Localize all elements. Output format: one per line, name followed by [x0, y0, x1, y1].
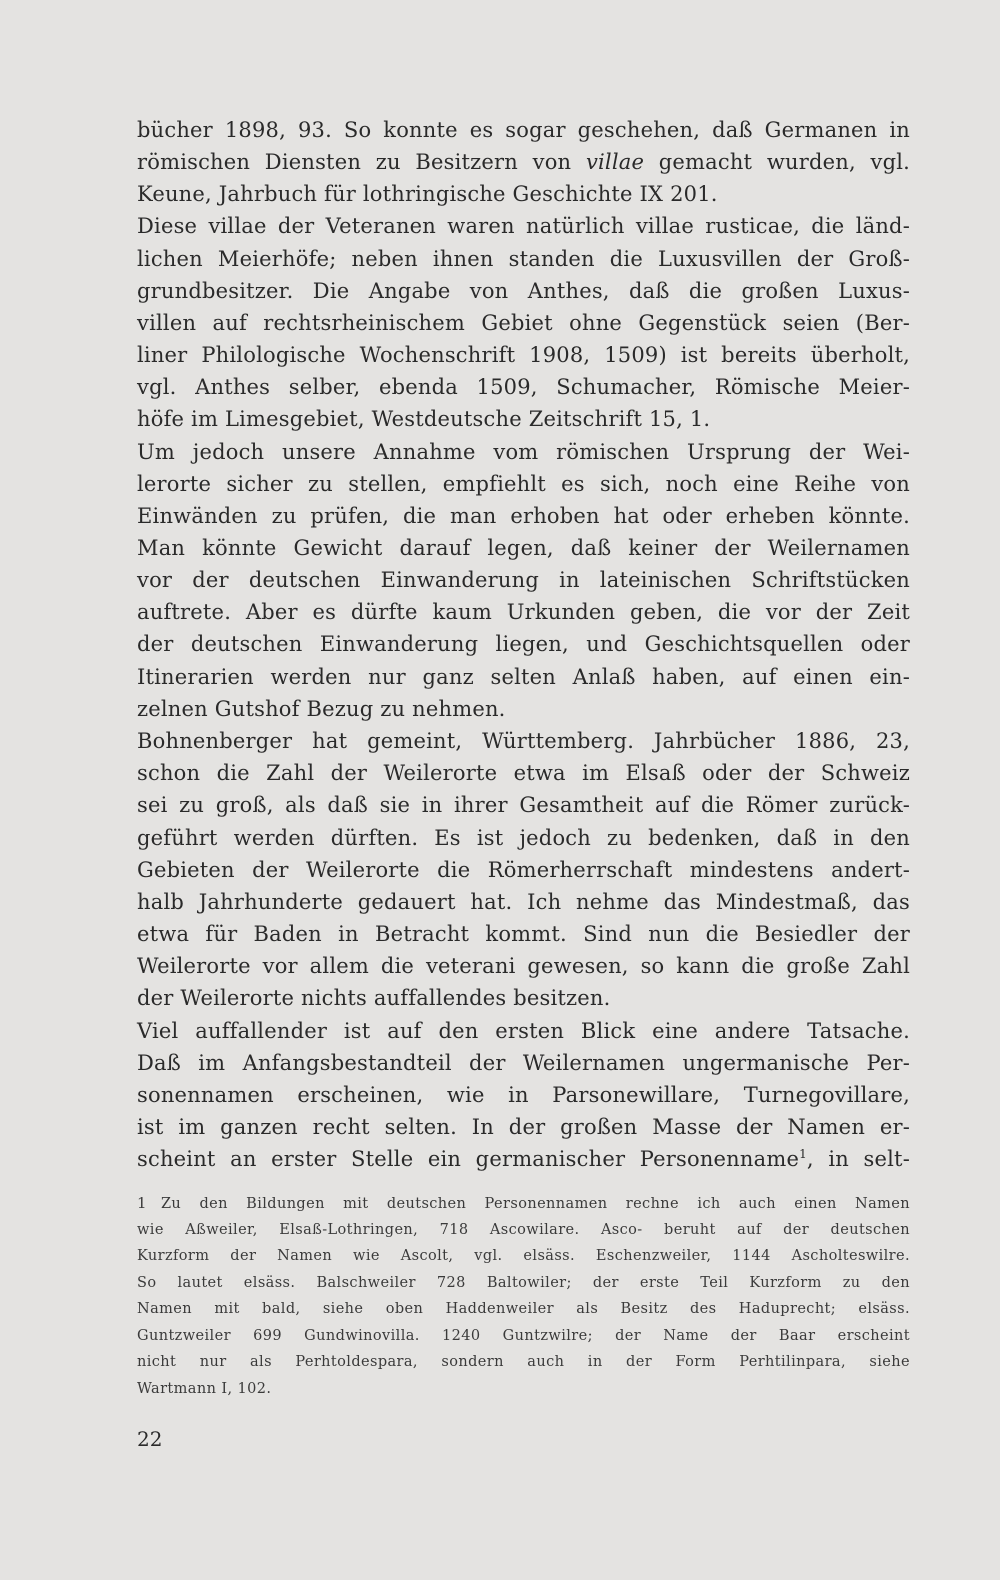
emphasis-text: villae — [585, 150, 645, 174]
body-line: Viel auffallender ist auf den ersten Blick eine andere Tatsache. — [137, 1019, 910, 1043]
body-line: Bohnenberger hat gemeint, Württemberg. Jahrbücher 1886, 23, — [137, 729, 910, 753]
body-line: etwa für Baden in Betracht kommt. Sind nun die Besiedler der — [137, 922, 910, 946]
footnote-line: Namen mit bald, siehe oben Haddenweiler als Besitz des Haduprecht; elsäss. — [137, 1301, 910, 1317]
body-line: Man könnte Gewicht darauf legen, daß keiner der Weilernamen — [137, 536, 910, 560]
body-line: Diese villae der Veteranen waren natürlich villae rusticae, die länd- — [137, 214, 910, 238]
footnote-line: Guntzweiler 699 Gundwinovilla. 1240 Guntzwilre; der Name der Baar erscheint — [137, 1328, 910, 1344]
body-line: Keune, Jahrbuch für lothringische Geschichte IX 201. — [137, 182, 718, 206]
footnote-line — [137, 1196, 910, 1212]
footnote-line: nicht nur als Perhtoldespara, sondern auch in der Form Perhtilinpara, siehe — [137, 1354, 910, 1370]
body-line: liner Philologische Wochenschrift 1908, 1509) ist bereits überholt, — [137, 343, 910, 367]
body-text: gemacht wurden, vgl. — [644, 150, 911, 174]
body-line: lerorte sicher zu stellen, empfiehlt es sich, noch eine Reihe von — [137, 472, 910, 496]
body-line: sei zu groß, als daß sie in ihrer Gesamtheit auf die Römer zurück- — [137, 793, 910, 817]
body-line: Um jedoch unsere Annahme vom römischen Ursprung der Wei- — [137, 440, 910, 464]
body-line: Einwänden zu prüfen, die man erhoben hat oder erheben könnte. — [137, 504, 910, 528]
body-line: lichen Meierhöfe; neben ihnen standen die Luxusvillen der Groß- — [137, 247, 910, 271]
body-line: halb Jahrhunderte gedauert hat. Ich nehme das Mindestmaß, das — [137, 890, 910, 914]
footnote-line: So lautet elsäss. Balschweiler 728 Baltowiler; der erste Teil Kurzform zu den — [137, 1275, 910, 1291]
body-text: scheint an erster Stelle ein germanischer Personenname — [137, 1147, 800, 1171]
footnote-line: wie Aßweiler, Elsaß-Lothringen, 718 Ascowilare. Asco- beruht auf der deutschen — [137, 1222, 910, 1238]
body-line: Gebieten der Weilerorte die Römerherrschaft mindestens andert- — [137, 858, 910, 882]
footnote-line: Kurzform der Namen wie Ascolt, vgl. elsäss. Eschenzweiler, 1144 Ascholteswilre. — [137, 1248, 910, 1264]
footnote-reference: 1 — [799, 1147, 807, 1161]
body-line — [137, 152, 910, 173]
body-line: bücher 1898, 93. So konnte es sogar geschehen, daß Germanen in — [137, 118, 910, 142]
page-number: 22 — [137, 1427, 163, 1451]
body-line: vgl. Anthes selber, ebenda 1509, Schumacher, Römische Meier- — [137, 375, 910, 399]
body-line: grundbesitzer. Die Angabe von Anthes, daß die großen Luxus- — [137, 279, 910, 303]
body-line: auftrete. Aber es dürfte kaum Urkunden geben, die vor der Zeit — [137, 600, 910, 624]
footnote-line: Wartmann I, 102. — [137, 1381, 272, 1397]
body-line: der deutschen Einwanderung liegen, und Geschichtsquellen oder — [137, 632, 910, 656]
body-line: sonennamen erscheinen, wie in Parsonewillare, Turnegovillare, — [137, 1083, 910, 1107]
body-line — [137, 1149, 910, 1170]
body-text: römischen Diensten zu Besitzern von — [137, 150, 586, 174]
body-line: zelnen Gutshof Bezug zu nehmen. — [137, 697, 506, 721]
body-line: geführt werden dürften. Es ist jedoch zu bedenken, daß in den — [137, 826, 910, 850]
body-line: Daß im Anfangsbestandteil der Weilernamen ungermanische Per- — [137, 1051, 910, 1075]
body-text: , in selt- — [806, 1147, 910, 1171]
footnote-marker: 1 — [137, 1194, 147, 1212]
body-line: villen auf rechtsrheinischem Gebiet ohne Gegenstück seien (Ber- — [137, 311, 910, 335]
body-line: Weilerorte vor allem die veterani gewesen, so kann die große Zahl — [137, 954, 910, 978]
body-line: schon die Zahl der Weilerorte etwa im Elsaß oder der Schweiz — [137, 761, 910, 785]
body-line: ist im ganzen recht selten. In der großen Masse der Namen er- — [137, 1115, 910, 1139]
body-line: vor der deutschen Einwanderung in lateinischen Schriftstücken — [137, 568, 910, 592]
body-line: Itinerarien werden nur ganz selten Anlaß haben, auf einen ein- — [137, 665, 910, 689]
footnote-text: Zu den Bildungen mit deutschen Personennamen rechne ich auch einen Namen — [160, 1196, 910, 1212]
body-line: der Weilerorte nichts auffallendes besitzen. — [137, 986, 611, 1010]
body-line: höfe im Limesgebiet, Westdeutsche Zeitschrift 15, 1. — [137, 407, 711, 431]
